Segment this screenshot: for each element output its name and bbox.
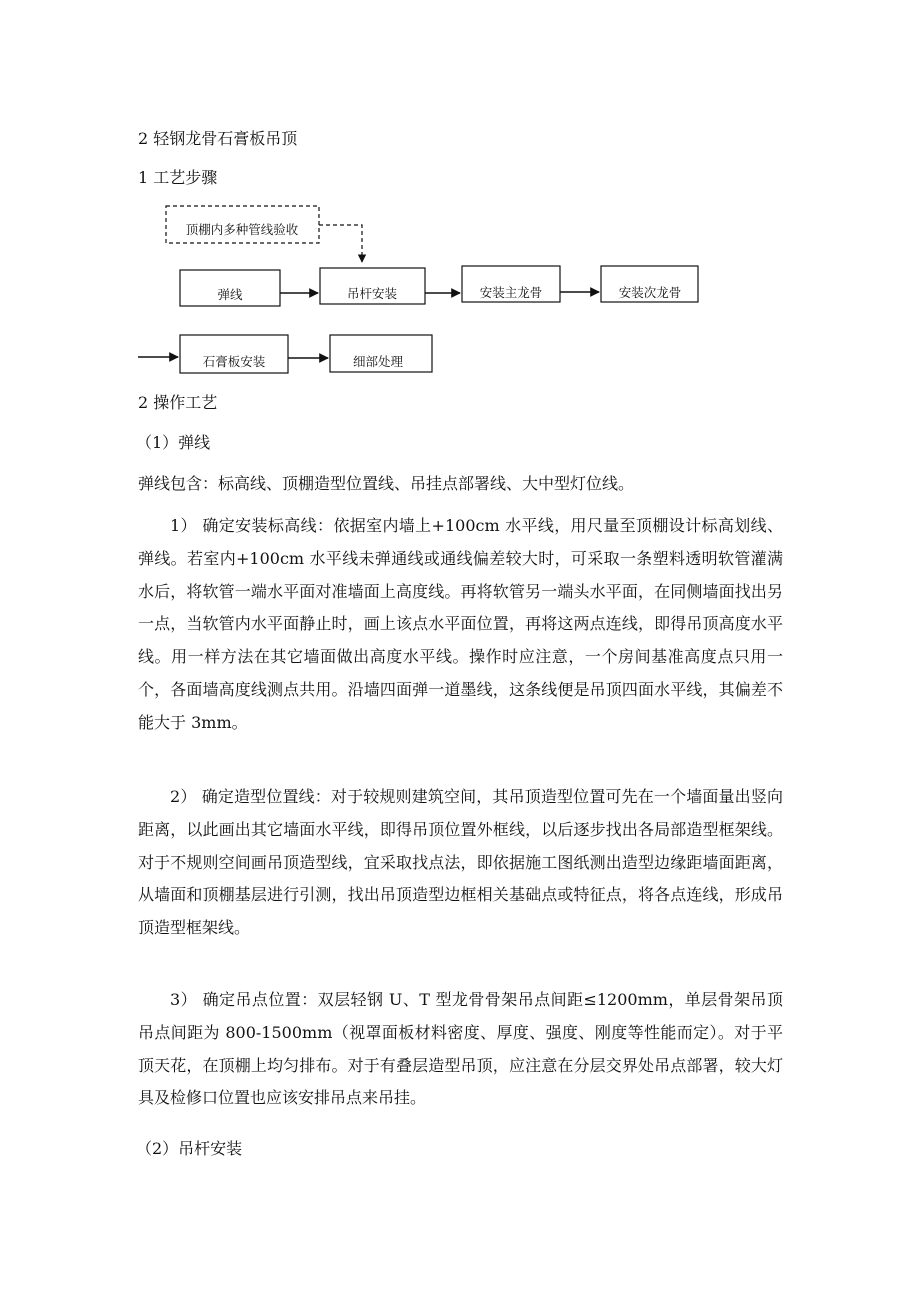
section-title: 2 轻钢龙骨石膏板吊顶 [138,129,298,148]
step-gypsum-label: 石膏板安装 [202,354,266,369]
pre-check-label: 顶棚内多种管线验收 [185,222,299,237]
paragraph-hanging-points: 3） 确定吊点位置：双层轻钢 U、T 型龙骨骨架吊点间距≤1200mm，单层骨架吊顶吊点间距为 800-1500mm（视罩面板材料密度、厚度、强度、刚度等性能而定）。对于平顶天花，在顶棚上均匀排布。对于有叠层造型吊顶，应注意在分层交界处吊点部署，较大灯具及检修口位置也应该安排吊点来吊挂。 [138,990,783,1108]
process-steps-heading: 1 工艺步骤 [138,168,218,187]
process-flowchart [0,0,920,380]
step-secondary-keel-label: 安装次龙骨 [618,285,682,300]
hanger-install-heading: （2）吊杆安装 [136,1139,243,1158]
pre-check-arrow [319,225,362,262]
paragraph-shape-line: 2） 确定造型位置线：对于较规则建筑空间，其吊顶造型位置可先在一个墙面量出竖向距离，以此画出其它墙面水平线，即得吊顶位置外框线，以后逐步找出各局部造型框架线。对于不规则空间画吊顶造型线，宜采取找点法，即依据施工图纸测出造型边缘距墙面距离，从墙面和顶棚基层进行引测，找出吊顶造型边框相关基础点或特征点，将各点连线，形成吊顶造型框架线。 [138,787,783,938]
step-hanger-label: 吊杆安装 [346,286,398,301]
step-main-keel-label: 安装主龙骨 [479,285,543,300]
step-snap-line-label: 弹线 [217,287,243,302]
snap-line-heading: （1）弹线 [136,433,211,452]
snap-line-intro: 弹线包含：标高线、顶棚造型位置线、吊挂点部署线、大中型灯位线。 [138,474,635,493]
operation-heading: 2 操作工艺 [138,393,218,412]
step-detail-label: 细部处理 [352,354,404,369]
paragraph-elevation-line: 1） 确定安装标高线：依据室内墙上+100cm 水平线，用尺量至顶棚设计标高划线、弹线。若室内+100cm 水平线未弹通线或通线偏差较大时，可采取一条塑料透明软管灌满水后，将软管一端水平面对准墙面上高度线。再将软管另一端头水平面，在同侧墙面找出另一点，当软管内水平面静止时，画上该点水平面位置，再将这两点连线，即得吊顶高度水平线。用一样方法在其它墙面做出高度水平线。操作时应注意，一个房间基准高度点只用一个，各面墙高度线测点共用。沿墙四面弹一道墨线，这条线便是吊顶四面水平线，其偏差不能大于 3mm。 [138,516,783,732]
